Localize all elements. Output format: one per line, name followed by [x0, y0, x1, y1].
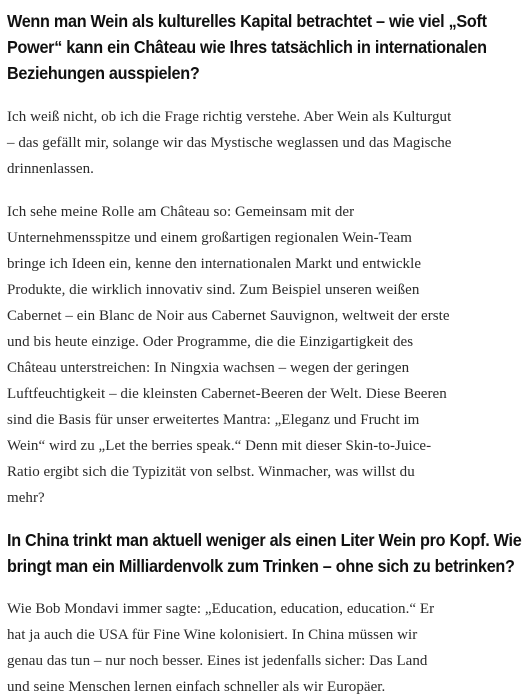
answer-line: sind die Basis für unser erweitertes Mantra: „Eleganz und Frucht im — [7, 412, 420, 428]
question-line: Beziehungen ausspielen? — [7, 63, 200, 83]
answer-line: Ich weiß nicht, ob ich die Frage richtig verstehe. Aber Wein als Kulturgut — [7, 109, 452, 125]
answer-line: und seine Menschen lernen einfach schneller als wir Europäer. — [7, 679, 386, 695]
question-line: In China trinkt man aktuell weniger als einen Liter Wein pro Kopf. Wie — [7, 530, 522, 550]
interview-question-china-consumption — [7, 527, 522, 579]
question-line: bringt man ein Milliardenvolk zum Trinken – ohne sich zu betrinken? — [7, 556, 515, 576]
interview-answer-paragraph — [7, 596, 515, 700]
answer-line: Wie Bob Mondavi immer sagte: „Education, education, education.“ Er — [7, 601, 435, 617]
interview-question-soft-power — [7, 8, 508, 86]
question-line: Power“ kann ein Château wie Ihres tatsächlich in internationalen — [7, 37, 487, 57]
answer-line: Wein“ wird zu „Let the berries speak.“ Denn mit dieser Skin-to-Juice- — [7, 438, 432, 454]
answer-line: drinnenlassen. — [7, 161, 94, 177]
answer-line: hat ja auch die USA für Fine Wine kolonisiert. In China müssen wir — [7, 627, 418, 643]
answer-line: Cabernet – ein Blanc de Noir aus Cabernet Sauvignon, weltweit der erste — [7, 308, 450, 324]
answer-line: genau das tun – nur noch besser. Eines ist jedenfalls sicher: Das Land — [7, 653, 428, 669]
answer-line: Produkte, die wirklich innovativ sind. Zum Beispiel unseren weißen — [7, 282, 420, 298]
answer-line: Unternehmensspitze und einem großartigen regionalen Wein-Team — [7, 230, 412, 246]
interview-answer-paragraph — [7, 104, 515, 182]
interview-answer-paragraph — [7, 199, 515, 511]
answer-line: Luftfeuchtigkeit – die kleinsten Cabernet-Beeren der Welt. Diese Beeren — [7, 386, 447, 402]
answer-line: mehr? — [7, 490, 45, 506]
question-line: Wenn man Wein als kulturelles Kapital betrachtet – wie viel „Soft — [7, 11, 487, 31]
answer-line: Ratio ergibt sich die Typizität von selbst. Winmacher, was willst du — [7, 464, 415, 480]
answer-line: – das gefällt mir, solange wir das Mystische weglassen und das Magische — [7, 135, 452, 151]
answer-line: und bis heute einzige. Oder Programme, die die Einzigartigkeit des — [7, 334, 414, 350]
interview-article — [7, 0, 522, 700]
answer-line: Château unterstreichen: In Ningxia wachsen – wegen der geringen — [7, 360, 410, 376]
answer-line: Ich sehe meine Rolle am Château so: Gemeinsam mit der — [7, 204, 355, 220]
answer-line: bringe ich Ideen ein, kenne den internationalen Markt und entwickle — [7, 256, 422, 272]
